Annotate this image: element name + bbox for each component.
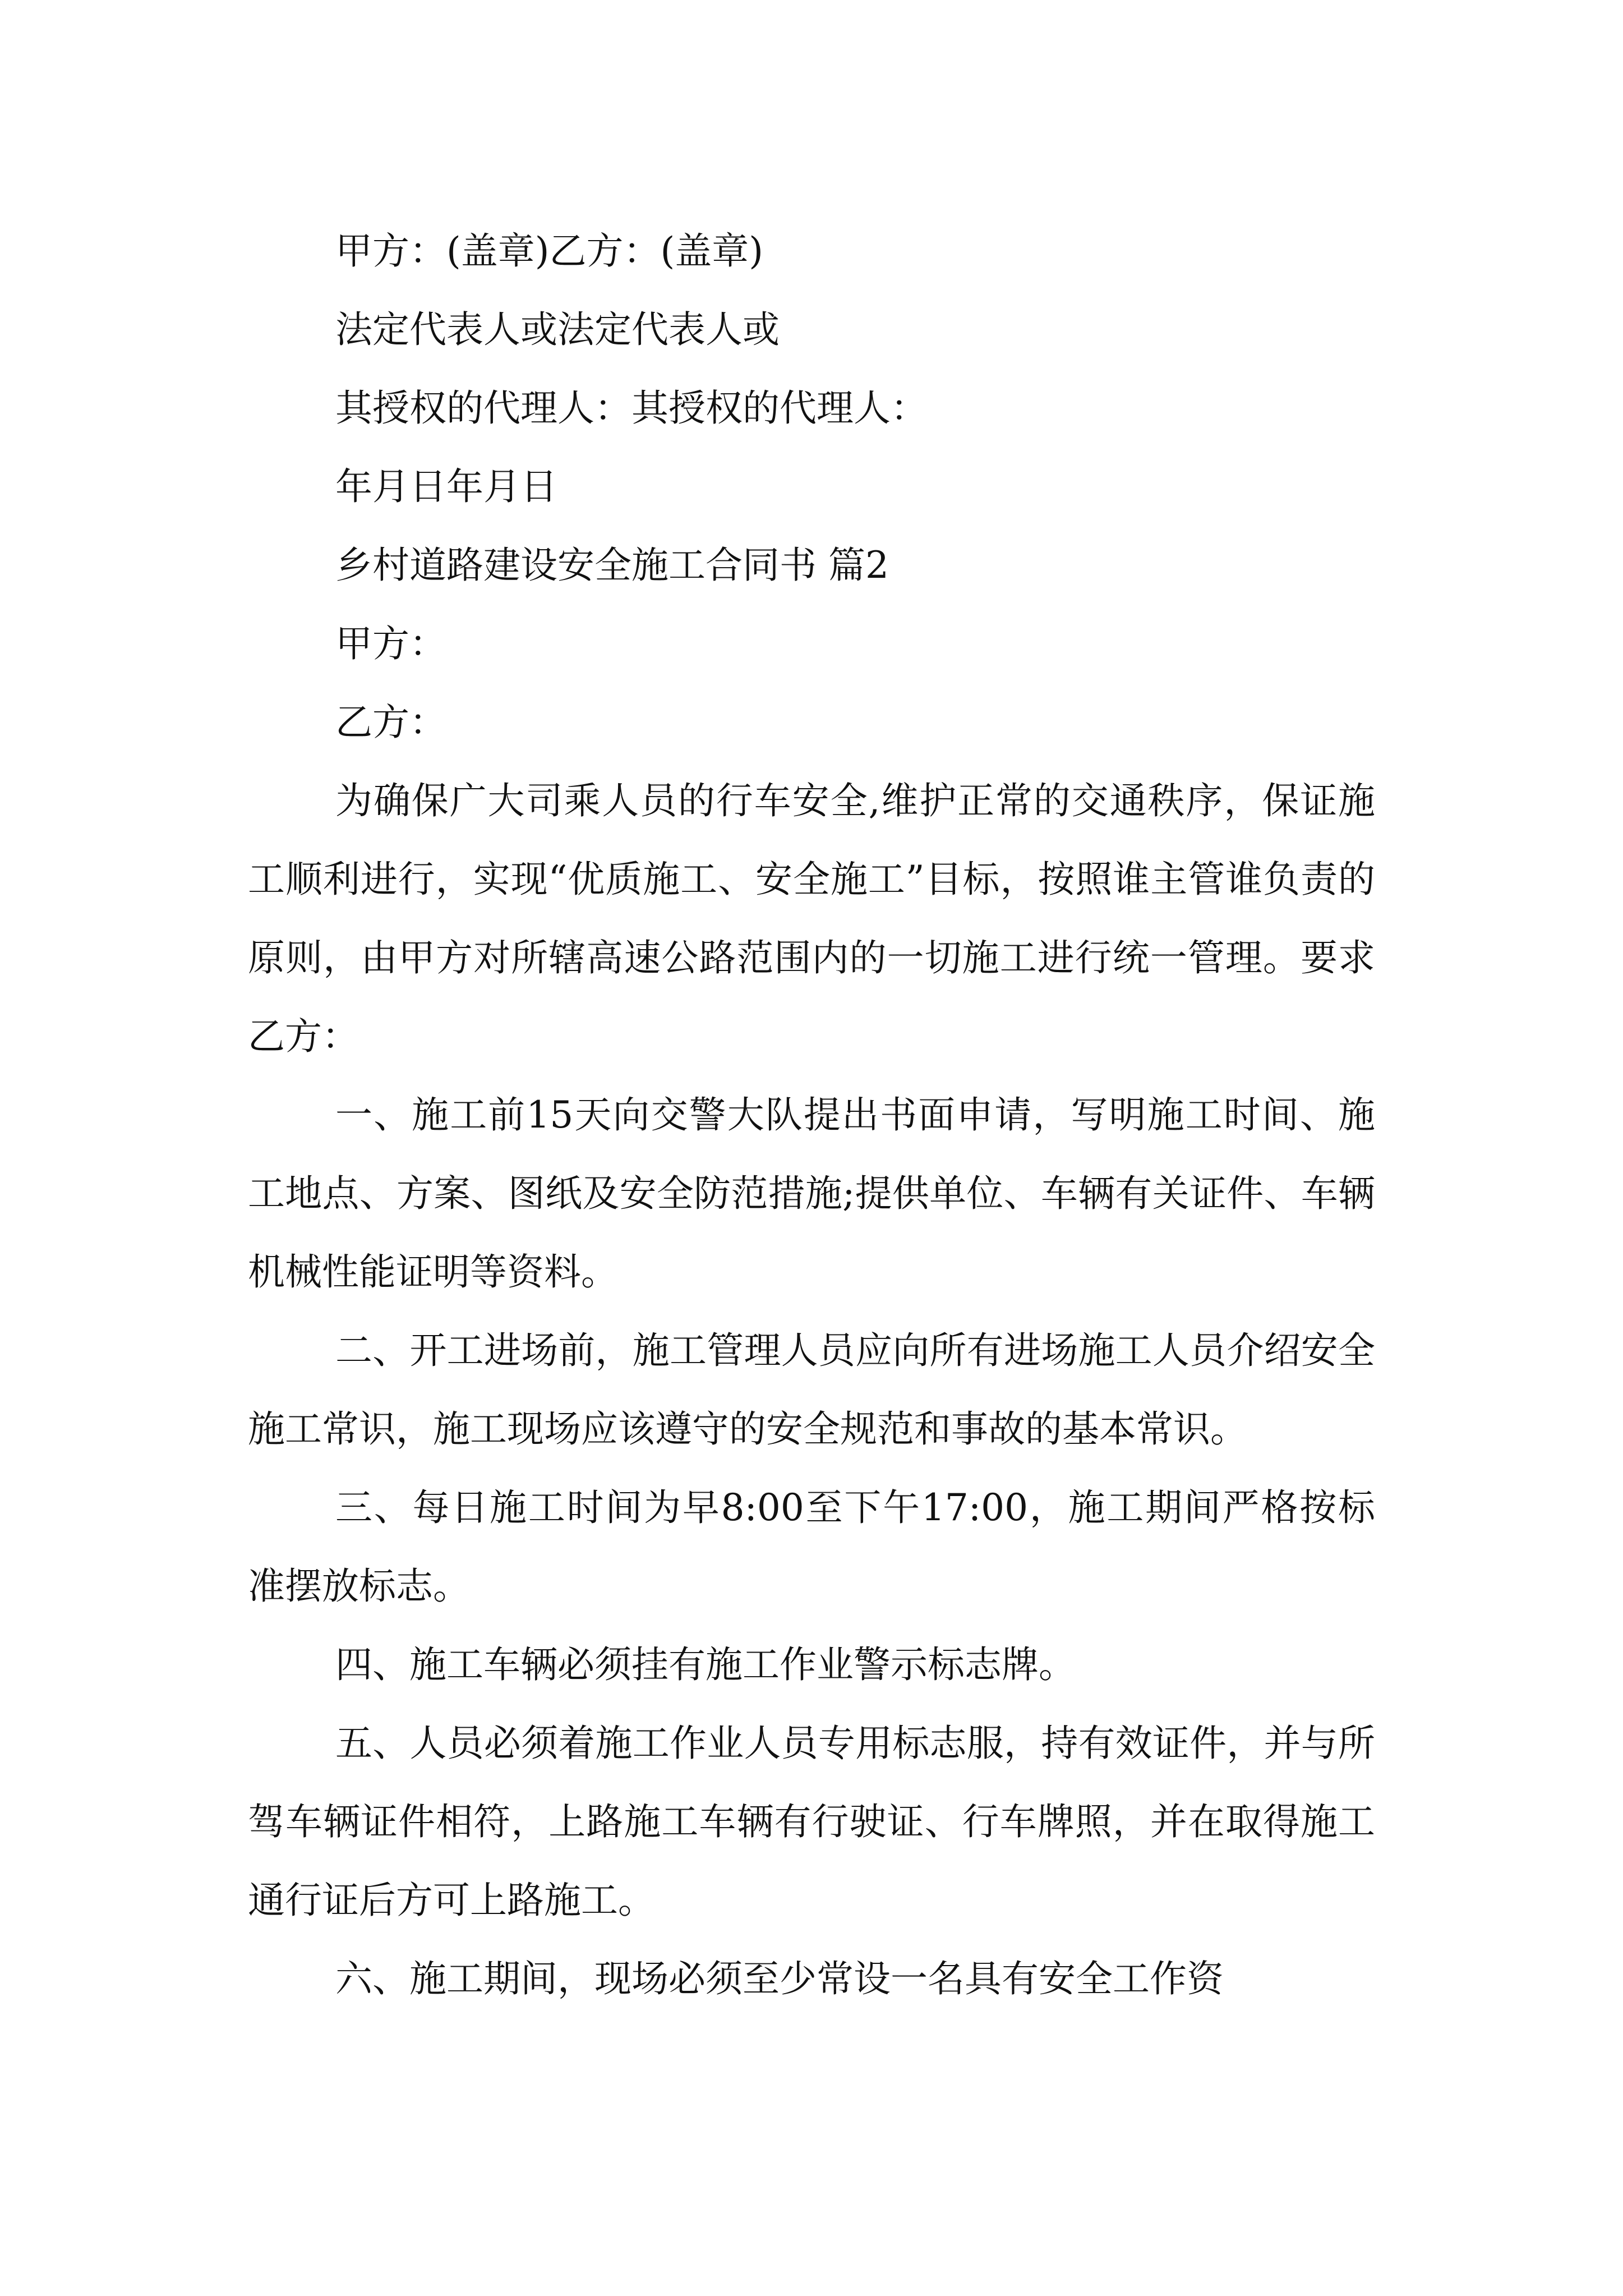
- clause-6: 六、施工期间，现场必须至少常设一名具有安全工作资: [335, 1957, 1224, 2000]
- clause-1: 一、施工前15天向交警大队提出书面申请，写明施工时间、施工地点、方案、图纸及安全防范措施;提供单位、车辆有关证件、车辆机械性能证明等资料。: [248, 1093, 1375, 1294]
- clause-3: 三、每日施工时间为早8:00至下午17:00，施工期间严格按标准摆放标志。: [248, 1486, 1375, 1608]
- clause-4: 四、施工车辆必须挂有施工作业警示标志牌。: [335, 1643, 1076, 1686]
- clause-2: 二、开工进场前，施工管理人员应向所有进场施工人员介绍安全施工常识，施工现场应该遵守的安全规范和事故的基本常识。: [248, 1329, 1375, 1451]
- signature-line-seal: 甲方：(盖章)乙方：(盖章): [335, 229, 763, 273]
- section-title: 乡村道路建设安全施工合同书 篇2: [335, 544, 889, 587]
- party-b-label: 乙方：: [335, 701, 446, 744]
- signature-line-date: 年月日年月日: [335, 465, 557, 508]
- clause-5: 五、人员必须着施工作业人员专用标志服，持有效证件，并与所驾车辆证件相符，上路施工车辆有行驶证、行车牌照，并在取得施工通行证后方可上路施工。: [248, 1722, 1375, 1922]
- signature-line-agent: 其授权的代理人：其授权的代理人：: [335, 386, 928, 430]
- document-body: [248, 212, 1375, 2018]
- signature-line-representative: 法定代表人或法定代表人或: [335, 308, 780, 351]
- party-a-label: 甲方：: [335, 622, 446, 665]
- intro-paragraph: 为确保广大司乘人员的行车安全,维护正常的交通秩序，保证施工顺利进行，实现“优质施工、安全施工”目标，按照谁主管谁负责的原则，由甲方对所辖高速公路范围内的一切施工进行统一管理。要求乙方：: [248, 779, 1375, 1058]
